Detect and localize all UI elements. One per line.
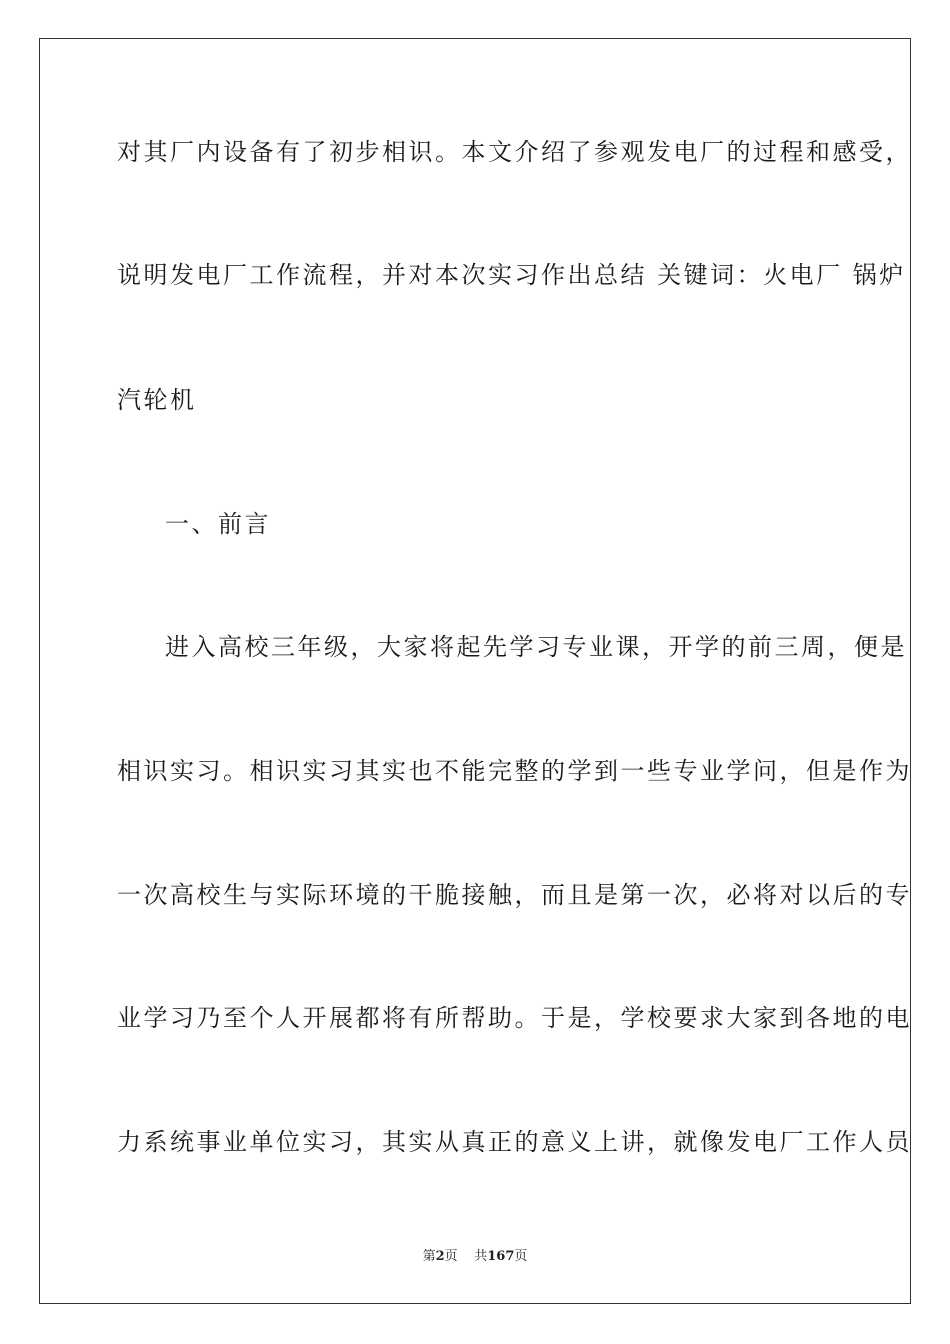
page-footer — [0, 1248, 950, 1266]
body-line-1: 对其厂内设备有了初步相识。本文介绍了参观发电厂的过程和感受， — [117, 138, 912, 166]
footer-total-suffix: 页 — [514, 1249, 528, 1264]
body-line-5: 进入高校三年级，大家将起先学习专业课，开学的前三周，便是 — [165, 633, 907, 661]
footer-page-suffix: 页 — [444, 1249, 458, 1264]
page-frame — [39, 38, 911, 1304]
body-line-6: 相识实习。相识实习其实也不能完整的学到一些专业学问，但是作为 — [117, 757, 912, 785]
footer-page-prefix: 第 — [422, 1249, 436, 1264]
body-line-3: 汽轮机 — [117, 386, 197, 414]
body-line-2: 说明发电厂工作流程，并对本次实习作出总结 关键词：火电厂 锅炉 — [117, 261, 906, 289]
section-heading-preface: 一、前言 — [165, 510, 271, 538]
footer-total-pages: 167 — [487, 1249, 515, 1264]
footer-total-prefix: 共 — [474, 1249, 488, 1264]
body-line-7: 一次高校生与实际环境的干脆接触，而且是第一次，必将对以后的专 — [117, 881, 912, 909]
body-line-9: 力系统事业单位实习，其实从真正的意义上讲，就像发电厂工作人员 — [117, 1128, 912, 1156]
footer-page-number: 2 — [435, 1249, 445, 1264]
body-line-8: 业学习乃至个人开展都将有所帮助。于是，学校要求大家到各地的电 — [117, 1004, 912, 1032]
